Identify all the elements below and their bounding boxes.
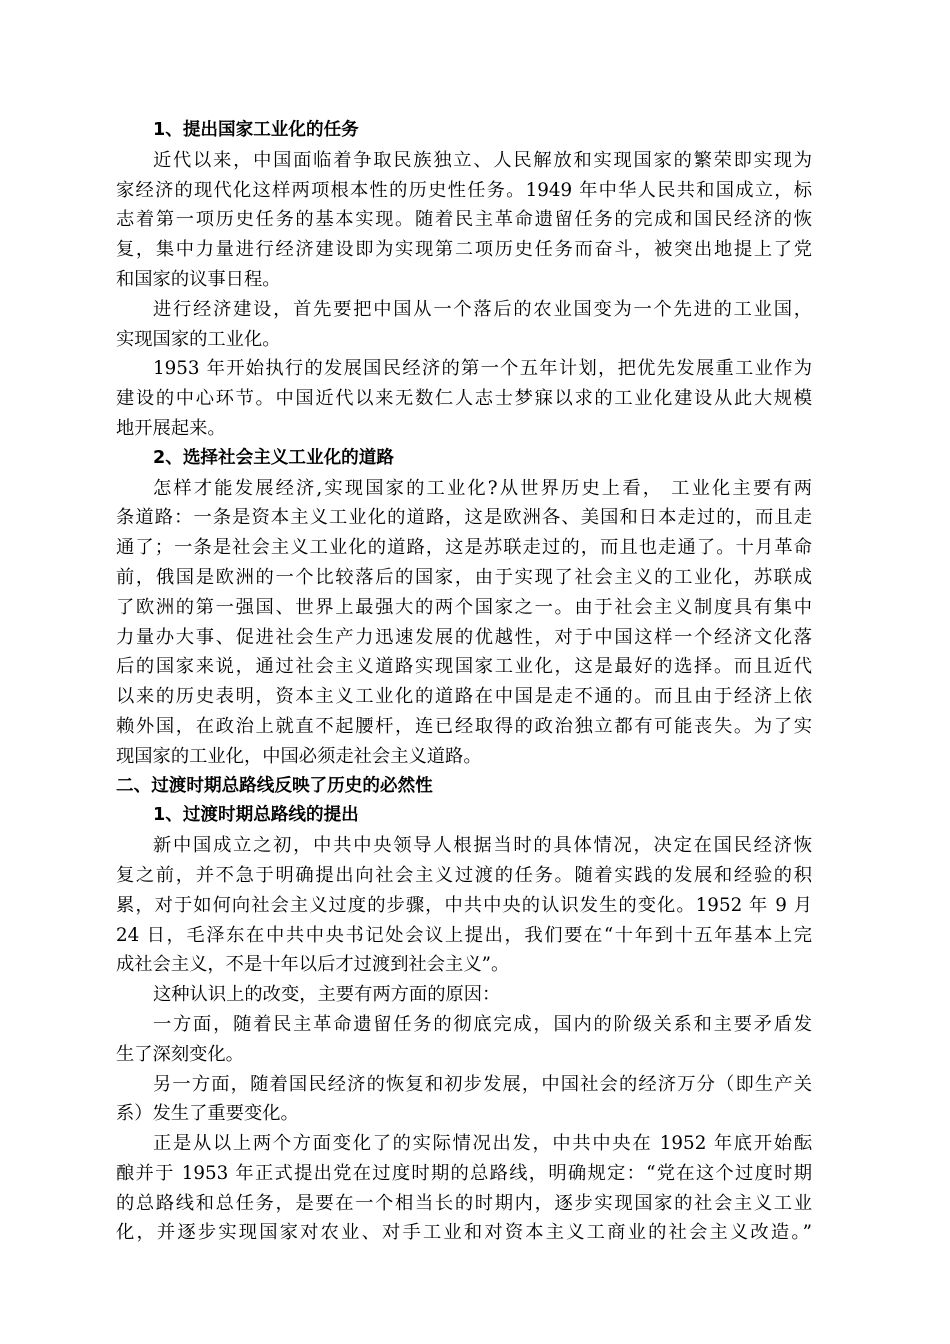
paragraph-line: 怎样才能发展经济,实现国家的工业化?从世界历史上看， 工业化主要有两 xyxy=(153,477,812,499)
paragraph-line: 正是从以上两个方面变化了的实际情况出发，中共中央在 1952 年底开始酝 xyxy=(153,1133,812,1155)
paragraph-line: 复之前，并不急于明确提出向社会主义过渡的任务。随着实践的发展和经验的积 xyxy=(116,864,812,886)
paragraph-line: 建设的中心环节。中国近代以来无数仁人志士梦寐以求的工业化建设从此大规模 xyxy=(116,388,812,410)
paragraph-line: 累，对于如何向社会主义过度的步骤，中共中央的认识发生的变化。1952 年 9 月 xyxy=(116,894,812,916)
paragraph-line: 实现国家的工业化。 xyxy=(116,328,281,350)
paragraph-economic-construction xyxy=(116,295,812,355)
paragraph-line: 和国家的议事日程。 xyxy=(116,268,281,290)
paragraph-line: 赖外国，在政治上就直不起腰杆，连已经取得的政治独立都有可能丧失。为了实 xyxy=(116,715,812,737)
paragraph-line: 地开展起来。 xyxy=(116,417,226,439)
paragraph-line: 生了深刻变化。 xyxy=(116,1043,244,1065)
chapter-heading-transition-line: 二、过渡时期总路线反映了历史的必然性 xyxy=(116,775,433,796)
paragraph-line: 后的国家来说，通过社会主义道路实现国家工业化，这是最好的选择。而且近代 xyxy=(116,656,812,678)
paragraph-line: 这种认识上的改变，主要有两方面的原因： xyxy=(153,984,501,1006)
paragraph-line: 力量办大事、促进社会生产力迅速发展的优越性，对于中国这样一个经济文化落 xyxy=(116,626,812,648)
section-heading-transition-proposal: 1、过渡时期总路线的提出 xyxy=(153,805,359,826)
paragraph-line: 的总路线和总任务，是要在一个相当长的时期内，逐步实现国家的社会主义工业 xyxy=(116,1192,812,1214)
paragraph-line: 1953 年开始执行的发展国民经济的第一个五年计划，把优先发展重工业作为 xyxy=(153,358,812,380)
paragraph-line: 成社会主义，不是十年以后才过渡到社会主义”。 xyxy=(116,954,510,976)
paragraph-first-five-year-plan xyxy=(116,354,812,443)
paragraph-general-line xyxy=(116,1129,812,1248)
paragraph-line: 系）发生了重要变化。 xyxy=(116,1103,299,1125)
paragraph-line: 了欧洲的第一强国、世界上最强大的两个国家之一。由于社会主义制度具有集中 xyxy=(116,596,812,618)
section-heading-industrialization-task: 1、提出国家工业化的任务 xyxy=(153,120,359,140)
paragraph-line: 复，集中力量进行经济建设即为实现第二项历史任务而奋斗，被突出地提上了党 xyxy=(116,239,812,261)
document-page xyxy=(116,116,812,1248)
section-heading-socialist-road: 2、选择社会主义工业化的道路 xyxy=(153,447,394,468)
paragraph-line: 酿并于 1953 年正式提出党在过度时期的总路线，明确规定：“党在这个过度时期 xyxy=(116,1162,812,1184)
paragraph-class-relations xyxy=(116,1010,812,1070)
paragraph-line: 化，并逐步实现国家对农业、对手工业和对资本主义工商业的社会主义改造。” xyxy=(116,1222,812,1244)
paragraph-two-roads xyxy=(116,474,812,772)
paragraph-line: 志着第一项历史任务的基本实现。随着民主革命遗留任务的完成和国民经济的恢 xyxy=(116,209,812,231)
paragraph-line: 新中国成立之初，中共中央领导人根据当时的具体情况，决定在国民经济恢 xyxy=(153,835,812,857)
paragraph-line: 近代以来，中国面临着争取民族独立、人民解放和实现国家的繁荣即实现为 xyxy=(153,149,812,171)
paragraph-line: 进行经济建设，首先要把中国从一个落后的农业国变为一个先进的工业国， xyxy=(153,298,812,320)
paragraph-line: 通了；一条是社会主义工业化的道路，这是苏联走过的，而且也走通了。十月革命 xyxy=(116,537,812,559)
paragraph-modern-history-tasks xyxy=(116,146,812,295)
paragraph-line: 现国家的工业化，中国必须走社会主义道路。 xyxy=(116,745,482,767)
paragraph-line: 以来的历史表明，资本主义工业化的道路在中国是走不通的。而且由于经济上依 xyxy=(116,686,812,708)
paragraph-economic-components xyxy=(116,1070,812,1130)
paragraph-line: 前，俄国是欧洲的一个比较落后的国家，由于实现了社会主义的工业化，苏联成 xyxy=(116,566,812,588)
paragraph-two-reasons xyxy=(116,980,812,1010)
paragraph-line: 24 日，毛泽东在中共中央书记处会议上提出，我们要在“十年到十五年基本上完 xyxy=(116,924,812,946)
paragraph-line: 家经济的现代化这样两项根本性的历史性任务。1949 年中华人民共和国成立，标 xyxy=(116,179,812,201)
paragraph-early-new-china xyxy=(116,831,812,980)
paragraph-line: 一方面，随着民主革命遗留任务的彻底完成，国内的阶级关系和主要矛盾发 xyxy=(153,1013,812,1035)
paragraph-line: 条道路：一条是资本主义工业化的道路，这是欧洲各、美国和日本走过的，而且走 xyxy=(116,507,812,529)
paragraph-line: 另一方面，随着国民经济的恢复和初步发展，中国社会的经济万分（即生产关 xyxy=(153,1073,812,1095)
